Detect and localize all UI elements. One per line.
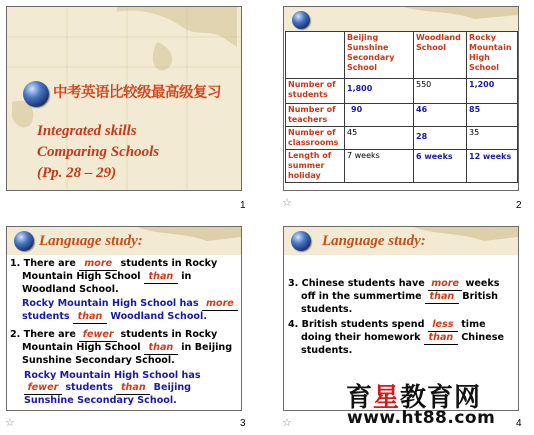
table-cell: 28	[414, 127, 467, 150]
page-number-4: 4	[516, 418, 522, 429]
star-icon: ☆	[5, 417, 15, 429]
page-number-1: 1	[240, 200, 246, 211]
slide-title: Language study:	[39, 233, 143, 249]
slide-3[interactable]	[6, 226, 242, 411]
question-line: Woodland School.	[22, 284, 119, 295]
column-header: Beijing Sunshine Secondary School	[345, 32, 414, 79]
table-corner-cell	[286, 32, 345, 79]
answer-blank: than	[425, 291, 459, 304]
answer-blank: than	[116, 382, 150, 395]
slide-2[interactable]	[283, 6, 519, 191]
question-line: students.	[301, 345, 353, 356]
table-row	[286, 79, 518, 104]
slide-title: Language study:	[322, 233, 426, 249]
table-cell: 550	[414, 79, 467, 104]
answer-line: Rocky Mountain High School has more	[10, 298, 238, 311]
table-cell: 35	[467, 127, 518, 150]
table-cell: 90	[345, 104, 414, 127]
exercise-3	[288, 278, 516, 316]
globe-icon	[23, 81, 49, 107]
column-header: Rocky Mountain High School	[467, 32, 518, 79]
answer-line: Rocky Mountain High School has	[24, 370, 201, 381]
question-line: doing their homework than Chinese	[301, 332, 504, 343]
answer-blank: more	[202, 298, 238, 311]
exercise-2	[10, 329, 238, 407]
answer-blank: more	[428, 278, 462, 291]
page-number-2: 2	[516, 200, 522, 211]
answer-line: fewer students than Beijing	[10, 382, 238, 395]
question-line: Mountain High School than in Beijing	[22, 342, 233, 353]
column-header: Woodland School	[414, 32, 467, 79]
row-header: Number of teachers	[286, 104, 345, 127]
subtitle-line-2: Comparing Schools	[37, 144, 160, 160]
table-cell: 85	[467, 104, 518, 127]
page-number-3: 3	[240, 418, 246, 429]
table-cell: 45	[345, 127, 414, 150]
site-watermark-url: www.ht88.com	[347, 408, 496, 428]
globe-icon	[14, 231, 34, 251]
answer-blank: less	[428, 319, 458, 332]
answer-blank: fewer	[79, 329, 117, 342]
answer-blank: than	[144, 271, 178, 284]
row-header: Number of students	[286, 79, 345, 104]
subtitle-line-1: Integrated skills	[37, 123, 137, 139]
globe-icon	[291, 231, 311, 251]
answer-blank: fewer	[24, 382, 62, 395]
answer-blank: more	[79, 258, 117, 271]
chinese-title: 中考英语比较级最高级复习	[53, 85, 221, 101]
answer-line: students than Woodland School.	[22, 311, 207, 322]
table-row	[286, 127, 518, 150]
table-cell: 46	[414, 104, 467, 127]
question-line: students.	[301, 304, 353, 315]
question-line: 4. British students spend less time	[288, 319, 486, 330]
answer-blank: than	[144, 342, 178, 355]
question-line: Mountain High School than in	[22, 271, 192, 282]
table-cell: 12 weeks	[467, 150, 518, 183]
row-header: Number of classrooms	[286, 127, 345, 150]
table-cell: 1,800	[345, 79, 414, 104]
star-icon: ☆	[282, 197, 292, 209]
answer-line: Sunshine Secondary School.	[24, 395, 177, 406]
table-row	[286, 150, 518, 183]
question-line: Sunshine Secondary School.	[22, 355, 175, 366]
question-line: off in the summertime than British	[301, 291, 499, 302]
star-icon: ☆	[282, 417, 292, 429]
globe-icon	[292, 11, 310, 29]
site-watermark-logo: 育星教育网	[346, 383, 482, 413]
subtitle-line-3: (Pp. 28 – 29)	[37, 165, 117, 181]
question-line: 3. Chinese students have more weeks	[288, 278, 500, 289]
question-line: 2. There are fewer students in Rocky	[10, 329, 218, 340]
question-line: 1. There are more students in Rocky	[10, 258, 218, 269]
exercise-1	[10, 258, 238, 324]
comparison-table	[285, 31, 518, 183]
table-cell: 7 weeks	[345, 150, 414, 183]
world-map-banner	[284, 7, 518, 31]
table-cell: 1,200	[467, 79, 518, 104]
slide-1[interactable]	[6, 6, 242, 191]
table-header-row	[286, 32, 518, 79]
answer-blank: than	[73, 311, 107, 324]
subtitle	[37, 121, 159, 184]
exercise-4	[288, 319, 516, 357]
table-cell: 6 weeks	[414, 150, 467, 183]
table-row	[286, 104, 518, 127]
row-header: Length of summer holiday	[286, 150, 345, 183]
answer-blank: than	[424, 332, 458, 345]
